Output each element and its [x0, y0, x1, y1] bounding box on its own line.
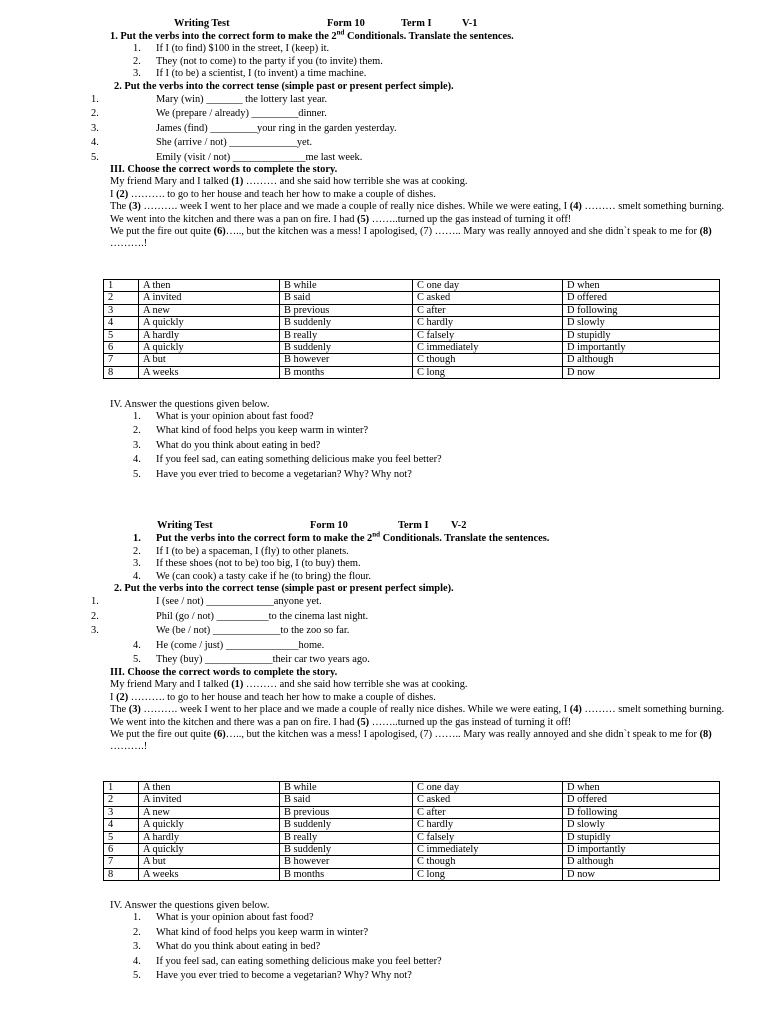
- option-cell: C after: [413, 806, 563, 818]
- list-item-num: 3.: [91, 625, 99, 636]
- option-cell: D following: [563, 304, 720, 316]
- option-cell: B said: [280, 292, 413, 304]
- option-cell: A quickly: [139, 819, 280, 831]
- options-table: [103, 781, 720, 881]
- term-label: Term I: [398, 520, 429, 531]
- table-row: [104, 280, 720, 292]
- list-item: They (not to come) to the party if you (to invite) them.: [156, 56, 383, 67]
- option-cell: B however: [280, 354, 413, 366]
- test-title: Writing Test: [157, 520, 213, 531]
- table-row: [104, 844, 720, 856]
- option-cell: C immediately: [413, 342, 563, 354]
- table-row: [104, 831, 720, 843]
- task1-heading: 1. Put the verbs into the correct form to make the 2nd Conditionals. Translate the sentences.: [110, 28, 514, 42]
- list-item: He (come / just) ______________home.: [156, 640, 325, 651]
- question-item: What kind of food helps you keep warm in winter?: [156, 425, 369, 436]
- option-cell: C one day: [413, 280, 563, 292]
- list-item: We (be / not) _____________to the zoo so far.: [156, 625, 350, 636]
- option-cell: A hardly: [139, 831, 280, 843]
- option-cell: C asked: [413, 794, 563, 806]
- option-cell: C long: [413, 366, 563, 378]
- row-number-cell: 4: [104, 317, 139, 329]
- story-text: I (2) ………. to go to her house and teach her how to make a couple of dishes.: [110, 188, 436, 200]
- option-cell: C falsely: [413, 831, 563, 843]
- option-cell: C falsely: [413, 329, 563, 341]
- options-table-body: [104, 782, 720, 881]
- row-number-cell: 8: [104, 868, 139, 880]
- option-cell: A new: [139, 304, 280, 316]
- list-item-num: 5.: [133, 469, 141, 480]
- list-item-num: 2.: [133, 56, 141, 67]
- table-row: [104, 317, 720, 329]
- table-row: [104, 794, 720, 806]
- option-cell: A then: [139, 782, 280, 794]
- option-cell: A quickly: [139, 342, 280, 354]
- row-number-cell: 3: [104, 304, 139, 316]
- list-item-num: 2.: [91, 108, 99, 119]
- row-number-cell: 6: [104, 844, 139, 856]
- list-item: If I (to be) a spaceman, I (fly) to other planets.: [156, 546, 349, 557]
- option-cell: D stupidly: [563, 329, 720, 341]
- form-label: Form 10: [310, 520, 348, 531]
- list-item-num: 5.: [133, 970, 141, 981]
- row-number-cell: 5: [104, 831, 139, 843]
- option-cell: A quickly: [139, 844, 280, 856]
- question-item: What do you think about eating in bed?: [156, 941, 321, 952]
- option-cell: A weeks: [139, 366, 280, 378]
- row-number-cell: 2: [104, 292, 139, 304]
- variant-label: V-2: [451, 520, 467, 531]
- list-item: James (find) _________your ring in the garden yesterday.: [156, 123, 397, 134]
- table-row: [104, 366, 720, 378]
- question-item: What is your opinion about fast food?: [156, 411, 314, 422]
- option-cell: B really: [280, 831, 413, 843]
- option-cell: D now: [563, 868, 720, 880]
- story-text: The (3) ………. week I went to her place and we made a couple of really nice dishes. While we were eating, I (4) ……… smelt something burning. We went into the kitchen and there was a pan on fire. I had (5) ……..turned up the gas instead of turning it off!: [110, 201, 725, 225]
- list-item-num: 3.: [133, 941, 141, 952]
- story-text: We put the fire out quite (6)….., but the kitchen was a mess! I apologised, (7) …….. Mary was really annoyed and she didn`t speak to me for (8) ……….!: [110, 729, 712, 753]
- task2-heading: 2. Put the verbs into the correct tense (simple past or present perfect simple).: [114, 583, 454, 594]
- list-item: Emily (visit / not) ______________me last week.: [156, 152, 363, 163]
- row-number-cell: 6: [104, 342, 139, 354]
- row-number-cell: 1: [104, 782, 139, 794]
- option-cell: B suddenly: [280, 317, 413, 329]
- term-label: Term I: [401, 18, 432, 29]
- option-cell: B really: [280, 329, 413, 341]
- story-heading: III. Choose the correct words to complete the story.: [110, 164, 338, 175]
- option-cell: C hardly: [413, 819, 563, 831]
- table-row: [104, 342, 720, 354]
- list-item-num: 2.: [133, 927, 141, 938]
- option-cell: B suddenly: [280, 844, 413, 856]
- row-number-cell: 1: [104, 280, 139, 292]
- option-cell: D importantly: [563, 844, 720, 856]
- list-item-num: 3.: [133, 440, 141, 451]
- list-item-num: 1.: [91, 94, 99, 105]
- list-item-num: 2.: [91, 611, 99, 622]
- list-item-num: 5.: [91, 152, 99, 163]
- task2-heading: 2. Put the verbs into the correct tense (simple past or present perfect simple).: [114, 81, 454, 92]
- list-item-num: 2.: [133, 425, 141, 436]
- option-cell: D although: [563, 354, 720, 366]
- option-cell: B months: [280, 366, 413, 378]
- list-item-num: 3.: [133, 68, 141, 79]
- story-text: I (2) ………. to go to her house and teach her how to make a couple of dishes.: [110, 691, 436, 703]
- option-cell: A new: [139, 806, 280, 818]
- option-cell: A hardly: [139, 329, 280, 341]
- variant-label: V-1: [462, 18, 478, 29]
- option-cell: B previous: [280, 304, 413, 316]
- table-row: [104, 806, 720, 818]
- table-row: [104, 819, 720, 831]
- questions-heading: IV. Answer the questions given below.: [110, 900, 270, 911]
- option-cell: D when: [563, 782, 720, 794]
- list-item: We (can cook) a tasty cake if he (to bring) the flour.: [156, 571, 371, 582]
- options-table-body: [104, 280, 720, 379]
- story-text: My friend Mary and I talked (1) ……… and she said how terrible she was at cooking.: [110, 176, 468, 188]
- table-row: [104, 782, 720, 794]
- list-item-num: 3.: [133, 558, 141, 569]
- list-item-num: 5.: [133, 654, 141, 665]
- table-row: [104, 292, 720, 304]
- list-item-num: 4.: [133, 454, 141, 465]
- option-cell: A quickly: [139, 317, 280, 329]
- test-title: Writing Test: [174, 18, 230, 29]
- table-row: [104, 354, 720, 366]
- list-item: If I (to find) $100 in the street, I (keep) it.: [156, 43, 330, 54]
- option-cell: D when: [563, 280, 720, 292]
- list-item-num: 1.: [133, 411, 141, 422]
- option-cell: B however: [280, 856, 413, 868]
- list-item: I (see / not) _____________anyone yet.: [156, 596, 322, 607]
- story-text: My friend Mary and I talked (1) ……… and she said how terrible she was at cooking.: [110, 679, 468, 691]
- story-heading: III. Choose the correct words to complete the story.: [110, 667, 338, 678]
- list-item: If I (to be) a scientist, I (to invent) a time machine.: [156, 68, 367, 79]
- option-cell: A weeks: [139, 868, 280, 880]
- option-cell: D now: [563, 366, 720, 378]
- table-row: [104, 868, 720, 880]
- list-item-num: 1.: [91, 596, 99, 607]
- option-cell: D although: [563, 856, 720, 868]
- list-item-num: 1.: [133, 912, 141, 923]
- list-item-num: 4.: [133, 640, 141, 651]
- story-section: [110, 164, 730, 251]
- option-cell: A but: [139, 354, 280, 366]
- option-cell: B suddenly: [280, 342, 413, 354]
- row-number-cell: 8: [104, 366, 139, 378]
- list-item: She (arrive / not) _____________yet.: [156, 137, 313, 148]
- list-item-num: 1.: [133, 533, 141, 544]
- row-number-cell: 7: [104, 354, 139, 366]
- story-text: We put the fire out quite (6)….., but the kitchen was a mess! I apologised, (7) …….. Mary was really annoyed and she didn`t speak to me for (8) ……….!: [110, 226, 712, 250]
- list-item-num: 4.: [133, 571, 141, 582]
- form-label: Form 10: [327, 18, 365, 29]
- option-cell: B months: [280, 868, 413, 880]
- list-item: We (prepare / already) _________dinner.: [156, 108, 327, 119]
- option-cell: C immediately: [413, 844, 563, 856]
- question-item: What kind of food helps you keep warm in winter?: [156, 927, 369, 938]
- option-cell: C though: [413, 354, 563, 366]
- option-cell: D offered: [563, 794, 720, 806]
- table-row: [104, 856, 720, 868]
- options-table: [103, 279, 720, 379]
- question-item: If you feel sad, can eating something delicious make you feel better?: [156, 956, 442, 967]
- option-cell: C hardly: [413, 317, 563, 329]
- option-cell: C after: [413, 304, 563, 316]
- story-text: The (3) ………. week I went to her place and we made a couple of really nice dishes. While we were eating, I (4) ……… smelt something burning. We went into the kitchen and there was a pan on fire. I had (5) ……..turned up the gas instead of turning it off!: [110, 704, 725, 728]
- option-cell: D slowly: [563, 317, 720, 329]
- list-item: Phil (go / not) __________to the cinema last night.: [156, 611, 369, 622]
- question-item: Have you ever tried to become a vegetarian? Why? Why not?: [156, 970, 412, 981]
- question-item: If you feel sad, can eating something delicious make you feel better?: [156, 454, 442, 465]
- question-item: What do you think about eating in bed?: [156, 440, 321, 451]
- table-row: [104, 304, 720, 316]
- option-cell: A then: [139, 280, 280, 292]
- option-cell: D offered: [563, 292, 720, 304]
- question-item: What is your opinion about fast food?: [156, 912, 314, 923]
- option-cell: A invited: [139, 292, 280, 304]
- questions-heading: IV. Answer the questions given below.: [110, 399, 270, 410]
- option-cell: A invited: [139, 794, 280, 806]
- option-cell: C asked: [413, 292, 563, 304]
- option-cell: D following: [563, 806, 720, 818]
- option-cell: B suddenly: [280, 819, 413, 831]
- table-row: [104, 329, 720, 341]
- list-item-num: 2.: [133, 546, 141, 557]
- story-section: [110, 667, 730, 754]
- list-item-num: 4.: [133, 956, 141, 967]
- option-cell: C though: [413, 856, 563, 868]
- option-cell: B while: [280, 782, 413, 794]
- row-number-cell: 3: [104, 806, 139, 818]
- option-cell: B previous: [280, 806, 413, 818]
- row-number-cell: 5: [104, 329, 139, 341]
- option-cell: D stupidly: [563, 831, 720, 843]
- row-number-cell: 7: [104, 856, 139, 868]
- list-item-num: 4.: [91, 137, 99, 148]
- list-item: Mary (win) _______ the lottery last year.: [156, 94, 328, 105]
- option-cell: B said: [280, 794, 413, 806]
- row-number-cell: 4: [104, 819, 139, 831]
- option-cell: D importantly: [563, 342, 720, 354]
- option-cell: C one day: [413, 782, 563, 794]
- option-cell: C long: [413, 868, 563, 880]
- option-cell: D slowly: [563, 819, 720, 831]
- list-item: They (buy) _____________their car two years ago.: [156, 654, 370, 665]
- list-item-num: 3.: [91, 123, 99, 134]
- question-item: Have you ever tried to become a vegetarian? Why? Why not?: [156, 469, 412, 480]
- row-number-cell: 2: [104, 794, 139, 806]
- task1-heading: Put the verbs into the correct form to make the 2nd Conditionals. Translate the sentences.: [156, 530, 550, 544]
- list-item-num: 1.: [133, 43, 141, 54]
- list-item: If these shoes (not to be) too big, I (to buy) them.: [156, 558, 361, 569]
- option-cell: B while: [280, 280, 413, 292]
- option-cell: A but: [139, 856, 280, 868]
